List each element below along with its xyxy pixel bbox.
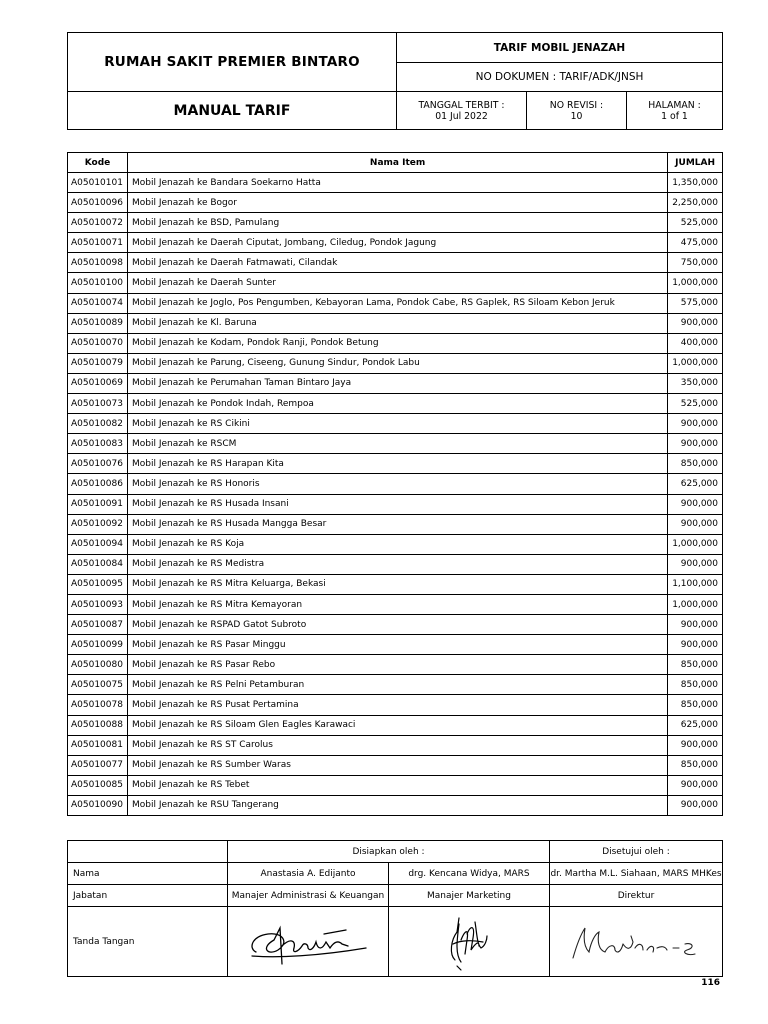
item-name: Mobil Jenazah ke Perumahan Taman Bintaro Jaya xyxy=(128,373,668,393)
item-amount: 900,000 xyxy=(668,313,723,333)
item-code: A05010069 xyxy=(68,373,128,393)
item-code: A05010077 xyxy=(68,755,128,775)
item-amount: 475,000 xyxy=(668,233,723,253)
item-code: A05010076 xyxy=(68,454,128,474)
item-code: A05010075 xyxy=(68,675,128,695)
page-cell xyxy=(627,92,723,130)
item-name: Mobil Jenazah ke BSD, Pamulang xyxy=(128,213,668,233)
column-header-nama: Nama Item xyxy=(128,153,668,173)
item-name: Mobil Jenazah ke RS Pusat Pertamina xyxy=(128,695,668,715)
issue-date-label: TANGGAL TERBIT : xyxy=(418,99,505,111)
name-label: Nama xyxy=(68,863,228,885)
item-code: A05010092 xyxy=(68,514,128,534)
table-header-row xyxy=(68,153,723,173)
issue-date-cell xyxy=(397,92,527,130)
item-amount: 1,000,000 xyxy=(668,594,723,614)
table-row xyxy=(68,273,723,293)
table-row xyxy=(68,775,723,795)
table-row xyxy=(68,554,723,574)
table-row xyxy=(68,394,723,414)
item-code: A05010085 xyxy=(68,775,128,795)
item-name: Mobil Jenazah ke RS Siloam Glen Eagles Karawaci xyxy=(128,715,668,735)
table-row xyxy=(68,574,723,594)
item-code: A05010080 xyxy=(68,655,128,675)
item-amount: 400,000 xyxy=(668,333,723,353)
item-code: A05010073 xyxy=(68,394,128,414)
table-row xyxy=(68,213,723,233)
item-amount: 575,000 xyxy=(668,293,723,313)
item-code: A05010079 xyxy=(68,353,128,373)
item-name: Mobil Jenazah ke RS Honoris xyxy=(128,474,668,494)
tarif-title: TARIF MOBIL JENAZAH xyxy=(397,33,723,63)
item-code: A05010091 xyxy=(68,494,128,514)
item-name: Mobil Jenazah ke Daerah Sunter xyxy=(128,273,668,293)
item-amount: 900,000 xyxy=(668,775,723,795)
item-amount: 850,000 xyxy=(668,695,723,715)
item-name: Mobil Jenazah ke RS Harapan Kita xyxy=(128,454,668,474)
table-row xyxy=(68,173,723,193)
item-amount: 850,000 xyxy=(668,454,723,474)
table-row xyxy=(68,514,723,534)
table-row xyxy=(68,755,723,775)
item-name: Mobil Jenazah ke RS Tebet xyxy=(128,775,668,795)
table-row xyxy=(68,695,723,715)
item-name: Mobil Jenazah ke RSU Tangerang xyxy=(128,795,668,815)
table-row xyxy=(68,635,723,655)
item-code: A05010099 xyxy=(68,635,128,655)
document-number: NO DOKUMEN : TARIF/ADK/JNSH xyxy=(397,63,723,92)
table-row xyxy=(68,333,723,353)
item-code: A05010095 xyxy=(68,574,128,594)
item-amount: 625,000 xyxy=(668,474,723,494)
table-row xyxy=(68,494,723,514)
item-amount: 1,000,000 xyxy=(668,353,723,373)
prepared-by-label: Disiapkan oleh : xyxy=(228,841,550,863)
item-name: Mobil Jenazah ke RS Medistra xyxy=(128,554,668,574)
table-row xyxy=(68,675,723,695)
item-amount: 525,000 xyxy=(668,394,723,414)
column-header-jumlah: JUMLAH xyxy=(668,153,723,173)
item-amount: 625,000 xyxy=(668,715,723,735)
revision-cell xyxy=(527,92,627,130)
item-amount: 850,000 xyxy=(668,655,723,675)
person-position: Manajer Marketing xyxy=(389,885,550,907)
item-name: Mobil Jenazah ke Daerah Ciputat, Jombang, Ciledug, Pondok Jagung xyxy=(128,233,668,253)
item-code: A05010094 xyxy=(68,534,128,554)
item-amount: 1,100,000 xyxy=(668,574,723,594)
item-name: Mobil Jenazah ke RS ST Carolus xyxy=(128,735,668,755)
signature-table xyxy=(67,840,723,977)
revision-label: NO REVISI : xyxy=(549,99,604,111)
item-amount: 900,000 xyxy=(668,635,723,655)
signature-anastasia xyxy=(238,912,378,972)
item-code: A05010081 xyxy=(68,735,128,755)
table-row xyxy=(68,373,723,393)
person-name: dr. Martha M.L. Siahaan, MARS MHKes xyxy=(550,863,723,885)
item-code: A05010087 xyxy=(68,615,128,635)
item-code: A05010084 xyxy=(68,554,128,574)
item-amount: 900,000 xyxy=(668,514,723,534)
item-amount: 850,000 xyxy=(668,675,723,695)
item-name: Mobil Jenazah ke Joglo, Pos Pengumben, Kebayoran Lama, Pondok Cabe, RS Gaplek, RS Siloam Kebon Jeruk xyxy=(128,293,668,313)
item-code: A05010100 xyxy=(68,273,128,293)
item-amount: 1,000,000 xyxy=(668,534,723,554)
table-row xyxy=(68,594,723,614)
item-code: A05010072 xyxy=(68,213,128,233)
item-name: Mobil Jenazah ke RS Husada Mangga Besar xyxy=(128,514,668,534)
column-header-kode: Kode xyxy=(68,153,128,173)
item-code: A05010088 xyxy=(68,715,128,735)
table-row xyxy=(68,534,723,554)
hospital-name: RUMAH SAKIT PREMIER BINTARO xyxy=(68,33,397,92)
person-name: Anastasia A. Edijanto xyxy=(228,863,389,885)
item-amount: 900,000 xyxy=(668,494,723,514)
item-name: Mobil Jenazah ke Pondok Indah, Rempoa xyxy=(128,394,668,414)
table-row xyxy=(68,353,723,373)
table-row xyxy=(68,293,723,313)
item-code: A05010083 xyxy=(68,434,128,454)
person-position: Manajer Administrasi & Keuangan xyxy=(228,885,389,907)
document-header xyxy=(67,32,723,130)
item-amount: 1,350,000 xyxy=(668,173,723,193)
table-row xyxy=(68,193,723,213)
item-amount: 2,250,000 xyxy=(668,193,723,213)
table-row xyxy=(68,434,723,454)
table-row xyxy=(68,655,723,675)
table-row xyxy=(68,454,723,474)
table-row xyxy=(68,313,723,333)
table-row xyxy=(68,735,723,755)
item-code: A05010078 xyxy=(68,695,128,715)
item-amount: 900,000 xyxy=(668,434,723,454)
item-code: A05010093 xyxy=(68,594,128,614)
issue-date-value: 01 Jul 2022 xyxy=(435,110,488,122)
signature-kencana xyxy=(399,910,539,974)
table-row xyxy=(68,795,723,815)
item-code: A05010090 xyxy=(68,795,128,815)
item-code: A05010074 xyxy=(68,293,128,313)
item-code: A05010070 xyxy=(68,333,128,353)
table-row xyxy=(68,414,723,434)
item-amount: 900,000 xyxy=(668,414,723,434)
item-name: Mobil Jenazah ke Kl. Baruna xyxy=(128,313,668,333)
approved-by-label: Disetujui oleh : xyxy=(550,841,723,863)
table-row xyxy=(68,253,723,273)
item-code: A05010082 xyxy=(68,414,128,434)
manual-title: MANUAL TARIF xyxy=(68,92,397,130)
signature-label: Tanda Tangan xyxy=(68,907,228,977)
empty-cell xyxy=(68,841,228,863)
person-position: Direktur xyxy=(550,885,723,907)
item-name: Mobil Jenazah ke Bandara Soekarno Hatta xyxy=(128,173,668,193)
page-label: HALAMAN : xyxy=(648,99,701,111)
item-name: Mobil Jenazah ke RSPAD Gatot Subroto xyxy=(128,615,668,635)
table-row xyxy=(68,615,723,635)
tariff-table xyxy=(67,152,723,816)
item-amount: 900,000 xyxy=(668,554,723,574)
item-name: Mobil Jenazah ke Bogor xyxy=(128,193,668,213)
table-row xyxy=(68,474,723,494)
item-amount: 1,000,000 xyxy=(668,273,723,293)
item-name: Mobil Jenazah ke Daerah Fatmawati, Cilandak xyxy=(128,253,668,273)
item-name: Mobil Jenazah ke RSCM xyxy=(128,434,668,454)
item-name: Mobil Jenazah ke Kodam, Pondok Ranji, Pondok Betung xyxy=(128,333,668,353)
revision-value: 10 xyxy=(570,110,583,122)
item-amount: 900,000 xyxy=(668,795,723,815)
item-name: Mobil Jenazah ke Parung, Ciseeng, Gunung Sindur, Pondok Labu xyxy=(128,353,668,373)
item-name: Mobil Jenazah ke RS Pasar Rebo xyxy=(128,655,668,675)
table-body xyxy=(68,173,723,816)
item-name: Mobil Jenazah ke RS Pasar Minggu xyxy=(128,635,668,655)
item-name: Mobil Jenazah ke RS Mitra Keluarga, Bekasi xyxy=(128,574,668,594)
item-name: Mobil Jenazah ke RS Pelni Petamburan xyxy=(128,675,668,695)
item-amount: 850,000 xyxy=(668,755,723,775)
item-name: Mobil Jenazah ke RS Mitra Kemayoran xyxy=(128,594,668,614)
item-code: A05010089 xyxy=(68,313,128,333)
item-code: A05010101 xyxy=(68,173,128,193)
item-amount: 350,000 xyxy=(668,373,723,393)
item-code: A05010096 xyxy=(68,193,128,213)
item-amount: 900,000 xyxy=(668,615,723,635)
item-name: Mobil Jenazah ke RS Husada Insani xyxy=(128,494,668,514)
item-name: Mobil Jenazah ke RS Sumber Waras xyxy=(128,755,668,775)
item-amount: 750,000 xyxy=(668,253,723,273)
position-label: Jabatan xyxy=(68,885,228,907)
item-code: A05010086 xyxy=(68,474,128,494)
signature-cell xyxy=(389,907,550,977)
item-code: A05010098 xyxy=(68,253,128,273)
signature-cell xyxy=(550,907,723,977)
table-row xyxy=(68,715,723,735)
person-name: drg. Kencana Widya, MARS xyxy=(389,863,550,885)
item-amount: 900,000 xyxy=(668,735,723,755)
table-row xyxy=(68,233,723,253)
signature-martha xyxy=(561,914,711,970)
item-amount: 525,000 xyxy=(668,213,723,233)
item-name: Mobil Jenazah ke RS Koja xyxy=(128,534,668,554)
page-value: 1 of 1 xyxy=(661,110,688,122)
page-number: 116 xyxy=(701,978,720,988)
item-code: A05010071 xyxy=(68,233,128,253)
signature-cell xyxy=(228,907,389,977)
item-name: Mobil Jenazah ke RS Cikini xyxy=(128,414,668,434)
